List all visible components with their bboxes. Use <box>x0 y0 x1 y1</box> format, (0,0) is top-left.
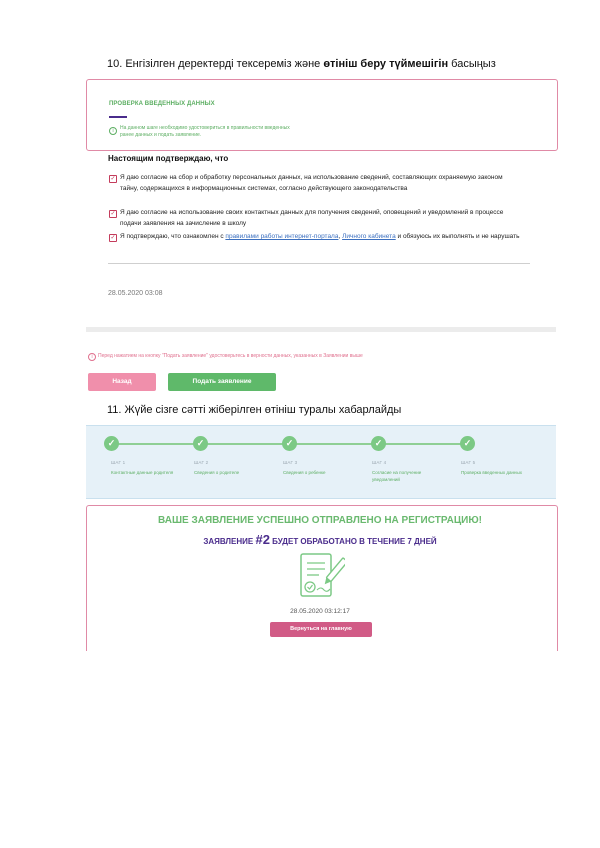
consent-checkbox-3[interactable]: ✓ <box>110 235 116 241</box>
consent-text-3-sep: , <box>338 233 343 240</box>
application-number: #2 <box>255 532 270 547</box>
step-4-desc: Согласие на получение уведомлений <box>372 470 422 482</box>
step-10-text-end: басыңыз <box>448 58 496 70</box>
step-4-label: ШАГ 4 <box>372 460 387 465</box>
verify-card <box>86 79 558 151</box>
consent-checkbox-2[interactable]: ✓ <box>110 211 116 217</box>
success-sub-end: БУДЕТ ОБРАБОТАНО В ТЕЧЕНИЕ 7 ДНЕЙ <box>269 537 437 546</box>
info-icon: i <box>109 127 117 135</box>
step-5-label: ШАГ 5 <box>461 460 476 465</box>
signed-document-icon <box>297 550 345 602</box>
success-subtitle <box>0 532 600 547</box>
step-10-bold-text: өтініш беру түймешігін <box>323 58 449 70</box>
step-1-label: ШАГ 1 <box>111 460 126 465</box>
cabinet-link[interactable]: Личного кабинета <box>342 233 396 240</box>
step-10-heading <box>107 58 496 70</box>
step-2-label: ШАГ 2 <box>194 460 209 465</box>
consent-text-3-start: Я подтверждаю, что ознакомлен с <box>120 233 226 240</box>
success-sub-start: ЗАЯВЛЕНИЕ <box>203 537 256 546</box>
separator-strip <box>86 327 556 332</box>
success-title: ВАШЕ ЗАЯВЛЕНИЕ УСПЕШНО ОТПРАВЛЕНО НА РЕГИСТРАЦИЮ! <box>158 515 482 526</box>
stepper-bar <box>86 425 556 499</box>
warning-text: Перед нажатием на кнопку "Подать заявление" удостоверьтесь в верности данных, указанных в Заявлении выше <box>98 353 363 359</box>
step-5-desc: Проверка введенных данных <box>461 470 522 475</box>
step-1-desc: Контактные данные родителя <box>111 470 174 475</box>
step-2-desc: Сведения о родителе <box>194 470 240 475</box>
step-10-text: 10. Енгізілген деректерді тексереміз және <box>107 58 324 70</box>
warning-icon: i <box>88 353 96 361</box>
consent-text-2: Я даю согласие на использование своих контактных данных для получения сведений, оповещений и уведомлений в процессе подачи заявления на зачисление в школу <box>120 209 504 227</box>
consent-text-1: Я даю согласие на сбор и обработку персональных данных, на использование сведений, составляющих охраняемую законом тайну, содержащихся в информационных системах, согласно действующего законодательства <box>120 174 503 192</box>
portal-rules-link[interactable]: правилами работы интернет-портала <box>225 233 339 240</box>
verify-info-text: На данном шаге необходимо удостовериться в правильности введенных ранее данных и подать заявление. <box>120 125 290 138</box>
step-11-heading: 11. Жүйе сізге сәтті жіберілген өтініш туралы хабарлайды <box>107 404 402 416</box>
step-3-check-icon: ✓ <box>282 436 297 451</box>
consent-text-3-end: и обязуюсь их выполнять и не нарушать <box>395 233 520 240</box>
step-4-check-icon: ✓ <box>371 436 386 451</box>
divider <box>108 263 530 264</box>
verify-date: 28.05.2020 03:08 <box>108 290 163 297</box>
consent-text-3 <box>120 231 520 242</box>
step-5-check-icon: ✓ <box>460 436 475 451</box>
return-home-button[interactable]: Вернуться на главную <box>270 622 372 637</box>
consent-checkbox-1[interactable]: ✓ <box>110 176 116 182</box>
step-3-label: ШАГ 3 <box>283 460 298 465</box>
step-2-check-icon: ✓ <box>193 436 208 451</box>
back-button[interactable]: Назад <box>88 373 156 391</box>
step-3-desc: Сведения о ребенке <box>283 470 326 475</box>
submit-button[interactable]: Подать заявление <box>168 373 276 391</box>
confirm-heading: Настоящим подтверждаю, что <box>108 154 229 163</box>
success-date: 28.05.2020 03:12:17 <box>290 608 350 615</box>
verify-title: ПРОВЕРКА ВВЕДЕННЫХ ДАННЫХ <box>109 101 215 107</box>
step-1-check-icon: ✓ <box>104 436 119 451</box>
title-underline <box>109 116 127 118</box>
